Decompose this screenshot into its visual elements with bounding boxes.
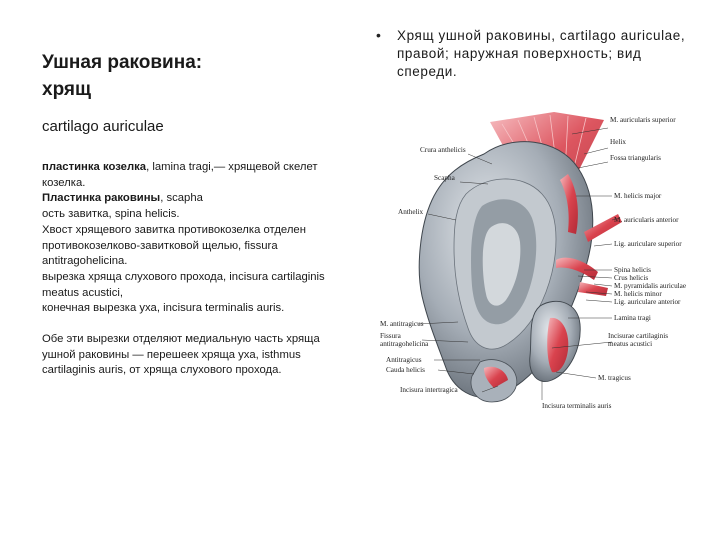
label-m-pyramidalis-auriculae: M. pyramidalis auriculae — [614, 282, 687, 290]
label-fissura-line1: Fissura — [380, 332, 401, 340]
label-m-auricularis-superior: M. auricularis superior — [610, 116, 676, 124]
label-lamina-tragi: Lamina tragi — [614, 314, 651, 322]
label-fissura-line2: antitragohelicina — [380, 340, 429, 348]
label-incisura-terminalis-auris: Incisura terminalis auris — [542, 402, 612, 410]
desc-note: Обе эти вырезки отделяют медиальную часть хряща ушной раковины — перешеек хряща уха, isthmus cartilaginis auris, от хряща слухового прохода. — [42, 333, 320, 377]
label-incisura-intertragica: Incisura intertragica — [400, 386, 458, 394]
label-m-helicis-minor: M. helicis minor — [614, 290, 662, 298]
label-incisura-cartilaginis-line1: Incisurae cartilaginis — [608, 332, 669, 340]
desc-paragraph: Хвост хрящевого завитка противокозелка отделен противокозелково-завитковой щелью, fissura antitragohelicina. — [42, 223, 306, 268]
label-anthelix: Anthelix — [398, 208, 424, 216]
label-m-antitragicus: M. antitragicus — [380, 320, 424, 328]
desc-term: пластинка козелка — [42, 161, 147, 173]
label-m-auricularis-anterior: M. auricularis anterior — [614, 216, 679, 224]
desc-paragraph — [42, 160, 342, 191]
slide-title — [42, 49, 342, 103]
desc-term: Пластинка раковины — [42, 192, 161, 205]
desc-paragraph: ость завитка, spina helicis. — [42, 208, 180, 221]
label-cauda-helicis: Cauda helicis — [386, 366, 425, 374]
label-spina-helicis: Spina helicis — [614, 266, 651, 274]
label-antitragicus: Antitragicus — [386, 356, 422, 364]
desc-paragraph: вырезка хряща слухового прохода, incisura cartilaginis meatus acustici, — [42, 270, 325, 299]
desc-paragraph: конечная вырезка уха, incisura terminalis auris. — [42, 302, 285, 315]
muscle-pyramidalis — [578, 282, 608, 296]
label-helix: Helix — [610, 138, 626, 146]
slide-title-line2: хрящ — [42, 79, 92, 100]
desc-term-rest: , scapha — [160, 192, 203, 205]
ear-cartilage-illustration — [372, 110, 702, 414]
slide-title-line1: Ушная раковина: — [42, 52, 203, 73]
label-incisura-cartilaginis-line2: meatus acustici — [608, 340, 653, 348]
label-m-helicis-major: M. helicis major — [614, 192, 662, 200]
desc-paragraph — [42, 191, 342, 207]
label-m-tragicus: M. tragicus — [598, 374, 631, 382]
label-scapha: Scapha — [434, 174, 455, 182]
label-fossa-triangularis: Fossa triangularis — [610, 154, 661, 162]
label-crura-anthelicis: Crura anthelicis — [420, 146, 466, 154]
label-lig-auriculare-superior: Lig. auriculare superior — [614, 240, 682, 248]
bullet-text: Хрящ ушной раковины, cartilago auriculae, правой; наружная поверхность; вид спереди. — [397, 28, 686, 79]
desc-term-rest: , lamina tragi,— хрящевой скелет козелка. — [42, 161, 318, 189]
bullet-dot-icon: • — [376, 27, 381, 43]
label-crus-helicis: Crus helicis — [614, 274, 649, 282]
description-text — [42, 160, 342, 379]
slide-subtitle: cartilago auriculae — [42, 118, 164, 135]
label-lig-auriculare-anterior: Lig. auriculare anterior — [614, 298, 681, 306]
